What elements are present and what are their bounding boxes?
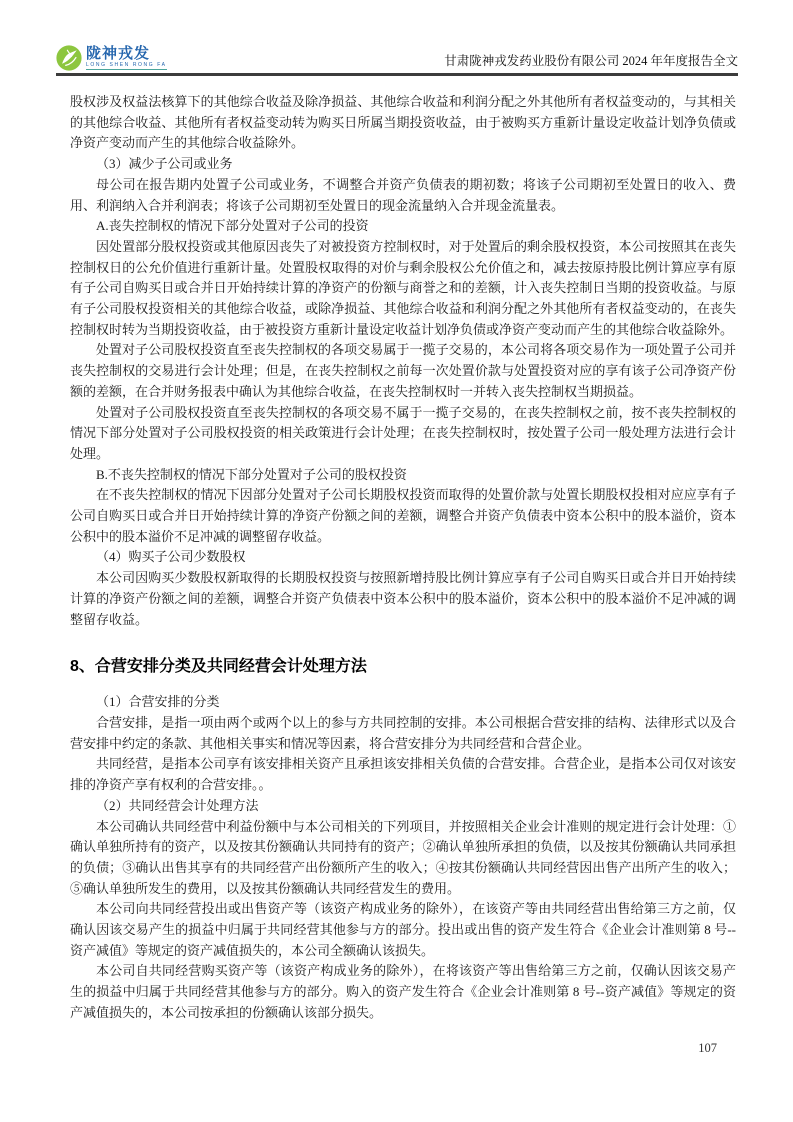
document-body — [70, 92, 736, 1024]
paragraph: 处置对子公司股权投资直至丧失控制权的各项交易属于一揽子交易的，本公司将各项交易作为一项处置子公司并丧失控制权的交易进行会计处理；但是，在丧失控制权之前每一次处置价款与处置投资对应的享有该子公司净资产份额的差额，在合并财务报表中确认为其他综合收益，在丧失控制权时一并转入丧失控制权当期损益。 — [70, 342, 736, 399]
sub-item-b-label: B.不丧失控制权的情况下部分处置对子公司的股权投资 — [96, 466, 407, 482]
paragraph: 本公司自共同经营购买资产等（该资产构成业务的除外），在将该资产等出售给第三方之前，仅确认因该交易产生的损益中归属于共同经营其他参与方的部分。购入的资产发生符合《企业会计准则第 8 号--资产减值》等规定的资产减值损失的，本公司按承担的份额确认该部分损失。 — [70, 963, 736, 1020]
paragraph: 在不丧失控制权的情况下因部分处置对子公司长期股权投资而取得的处置价款与处置长期股权投相对应应享有子公司自购买日或合并日开始持续计算的净资产份额之间的差额，调整合并资产负债表中资本公积中的股本溢价，资本公积中的股本溢价不足冲减的调整留存收益。 — [70, 487, 736, 544]
paragraph: 处置对子公司股权投资直至丧失控制权的各项交易不属于一揽子交易的，在丧失控制权之前，按不丧失控制权的情况下部分处置对子公司股权投资的相关政策进行会计处理；在丧失控制权时，按处置子公司一般处理方法进行会计处理。 — [70, 404, 736, 461]
page-header — [56, 44, 738, 76]
logo-bird-icon — [56, 45, 82, 71]
paragraph: 合营安排，是指一项由两个或两个以上的参与方共同控制的安排。本公司根据合营安排的结构、法律形式以及合营安排中约定的条款、其他相关事实和情况等因素，将合营安排分为共同经营和合营企业。 — [70, 714, 736, 751]
paragraph: 本公司向共同经营投出或出售资产等（该资产构成业务的除外），在该资产等由共同经营出售给第三方之前，仅确认因该交易产生的损益中归属于共同经营其他参与方的部分。投出或出售的资产发生符合《企业会计准则第 8 号--资产减值》等规定的资产减值损失的，本公司全额确认该损失。 — [70, 901, 736, 958]
paragraph: 母公司在报告期内处置子公司或业务，不调整合并资产负债表的期初数；将该子公司期初至处置日的收入、费用、利润纳入合并利润表；将该子公司期初至处置日的现金流量纳入合并现金流量表。 — [70, 176, 736, 213]
logo-brand-cn: 陇神戎发 — [86, 45, 151, 62]
report-title: 甘肃陇神戎发药业股份有限公司 2024 年年度报告全文 — [444, 54, 738, 68]
paragraph: 因处置部分股权投资或其他原因丧失了对被投资方控制权时，对于处置后的剩余股权投资，本公司按照其在丧失控制权日的公允价值进行重新计量。处置股权取得的对价与剩余股权公允价值之和，减去按原持股比例计算应享有原有子公司自购买日或合并日开始持续计算的净资产的份额与商誉之和的差额，计入丧失控制日当期的投资收益。与原有子公司股权投资相关的其他综合收益，或除净损益、其他综合收益和利润分配之外其他所有者权益变动的，在丧失控制权时转为当期投资收益，由于被投资方重新计量设定收益计划净负债或净资产变动而产生的其他综合收益除外。 — [70, 238, 736, 337]
paragraph-continuation: 股权涉及权益法核算下的其他综合收益及除净损益、其他综合收益和利润分配之外其他所有者权益变动的，与其相关的其他综合收益、其他所有者权益变动转为购买日所属当期投资收益，由于被购买方重新计量设定收益计划净负债或净资产变动而产生的其他综合收益除外。 — [70, 94, 736, 151]
section-heading-8: 8、合营安排分类及共同经营会计处理方法 — [70, 658, 367, 676]
sub-item-1-label: （1）合营安排的分类 — [96, 694, 220, 710]
sub-item-3-label: （3）减少子公司或业务 — [96, 156, 233, 172]
paragraph: 共同经营，是指本公司享有该安排相关资产且承担该安排相关负债的合营安排。合营企业，是指本公司仅对该安排的净资产享有权利的合营安排。。 — [70, 756, 736, 793]
logo-brand-en: LONG SHEN RONG FA — [86, 62, 167, 68]
logo-text — [86, 46, 167, 70]
page-number: 107 — [698, 1041, 717, 1055]
sub-item-a-label: A.丧失控制权的情况下部分处置对子公司的投资 — [96, 218, 369, 234]
sub-item-4-label: （4）购买子公司少数股权 — [96, 549, 246, 565]
company-logo — [56, 45, 167, 73]
sub-item-2-label: （2）共同经营会计处理方法 — [96, 797, 259, 813]
paragraph: 本公司因购买少数股权新取得的长期股权投资与按照新增持股比例计算应享有子公司自购买日或合并日开始持续计算的净资产份额之间的差额，调整合并资产负债表中资本公积中的股本溢价，资本公积中的股本溢价不足冲减的调整留存收益。 — [70, 570, 736, 627]
paragraph: 本公司确认共同经营中利益份额中与本公司相关的下列项目，并按照相关企业会计准则的规定进行会计处理：①确认单独所持有的资产，以及按其份额确认共同持有的资产；②确认单独所承担的负债，以及按其份额确认共同承担的负债；③确认出售其享有的共同经营产出份额所产生的收入；④按其份额确认共同经营因出售产出所产生的收入；⑤确认单独所发生的费用，以及按其份额确认共同经营发生的费用。 — [70, 818, 736, 896]
